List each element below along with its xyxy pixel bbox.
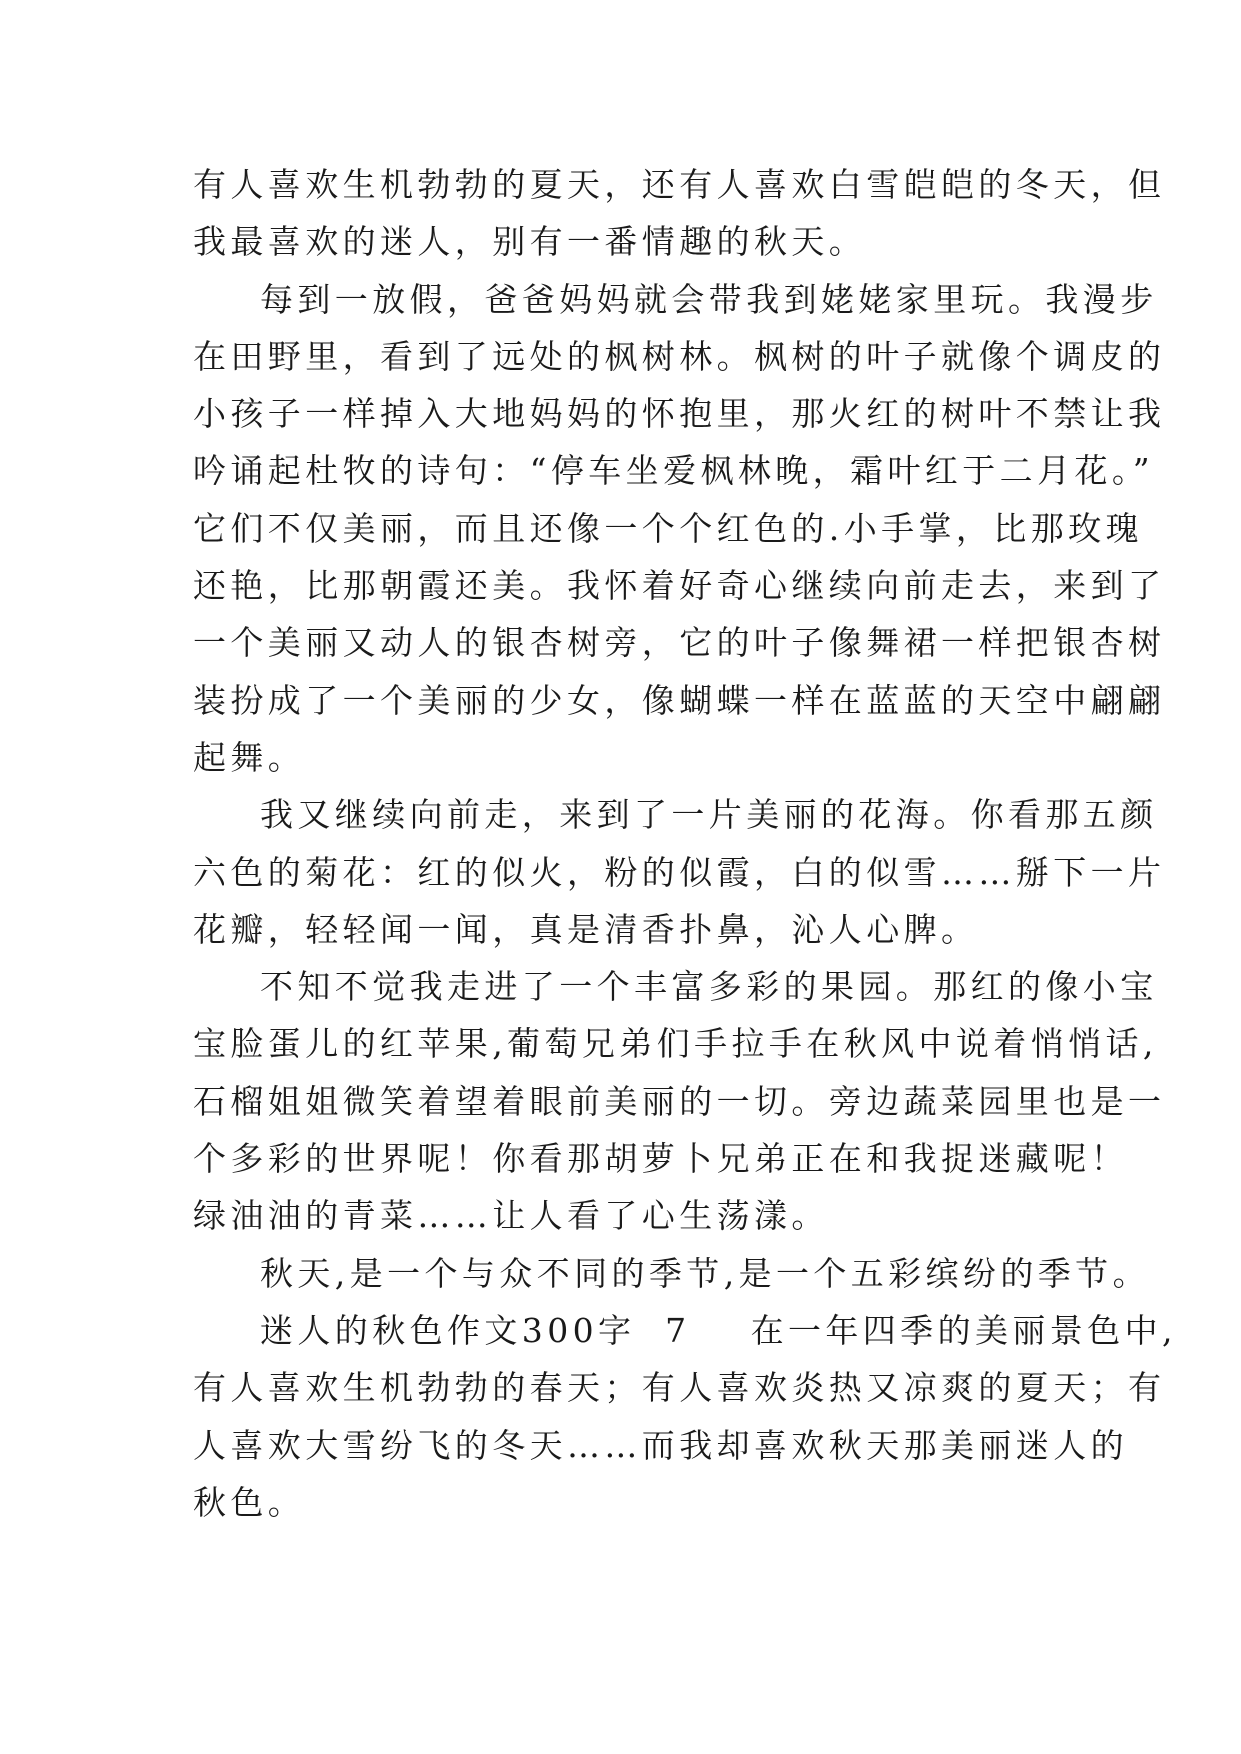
paragraph-start-line: 每到一放假，爸爸妈妈就会带我到姥姥家里玩。我漫步 (260, 279, 1158, 319)
text-line: 六色的菊花：红的似火，粉的似霞，白的似雪……掰下一片 (193, 852, 1166, 892)
text-line: 秋色。 (193, 1482, 306, 1522)
article-title: 迷人的秋色作文300字 (260, 1310, 636, 1350)
text-line: 小孩子一样掉入大地妈妈的怀抱里，那火红的树叶不禁让我 (193, 394, 1166, 434)
text-line: 在田野里，看到了远处的枫树林。枫树的叶子就像个调皮的 (193, 336, 1166, 376)
text-line: 个多彩的世界呢！你看那胡萝卜兄弟正在和我捉迷藏呢！ (193, 1139, 1128, 1179)
title-line-text: 在一年四季的美丽景色中, (750, 1310, 1177, 1350)
text-line: 宝脸蛋儿的红苹果,葡萄兄弟们手拉手在秋风中说着悄悄话, (193, 1024, 1158, 1064)
text-line: 它们不仅美丽，而且还像一个个红色的.小手掌，比那玫瑰 (193, 508, 1143, 548)
article-body (193, 156, 1177, 1531)
text-line: 有人喜欢生机勃勃的夏天，还有人喜欢白雪皑皑的冬天，但 (193, 165, 1166, 204)
article-number: 7 (665, 1310, 691, 1350)
text-line: 我最喜欢的迷人，别有一番情趣的秋天。 (193, 222, 867, 262)
text-line: 花瓣，轻轻闻一闻，真是清香扑鼻，沁人心脾。 (193, 909, 979, 949)
paragraph-start-line: 不知不觉我走进了一个丰富多彩的果园。那红的像小宝 (260, 967, 1158, 1007)
paragraph-start-line: 我又继续向前走，来到了一片美丽的花海。你看那五颜 (260, 795, 1158, 835)
text-line: 吟诵起杜牧的诗句：“停车坐爱枫林晚，霜叶红于二月花。” (193, 451, 1155, 491)
text-line: 起舞。 (193, 737, 306, 777)
text-line: 有人喜欢生机勃勃的春天；有人喜欢炎热又凉爽的夏天；有 (193, 1368, 1166, 1408)
paragraph-start-line: 秋天,是一个与众不同的季节,是一个五彩缤纷的季节。 (260, 1253, 1150, 1293)
text-line: 还艳，比那朝霞还美。我怀着好奇心继续向前走去，来到了 (193, 566, 1166, 606)
text-line: 装扮成了一个美丽的少女，像蝴蝶一样在蓝蓝的天空中翩翩 (193, 680, 1166, 720)
title-line (193, 1302, 1177, 1359)
text-line: 一个美丽又动人的银杏树旁，它的叶子像舞裙一样把银杏树 (193, 623, 1166, 663)
text-line: 石榴姐姐微笑着望着眼前美丽的一切。旁边蔬菜园里也是一 (193, 1081, 1166, 1121)
text-line: 人喜欢大雪纷飞的冬天……而我却喜欢秋天那美丽迷人的 (193, 1425, 1128, 1465)
text-line: 绿油油的青菜……让人看了心生荡漾。 (193, 1196, 829, 1236)
